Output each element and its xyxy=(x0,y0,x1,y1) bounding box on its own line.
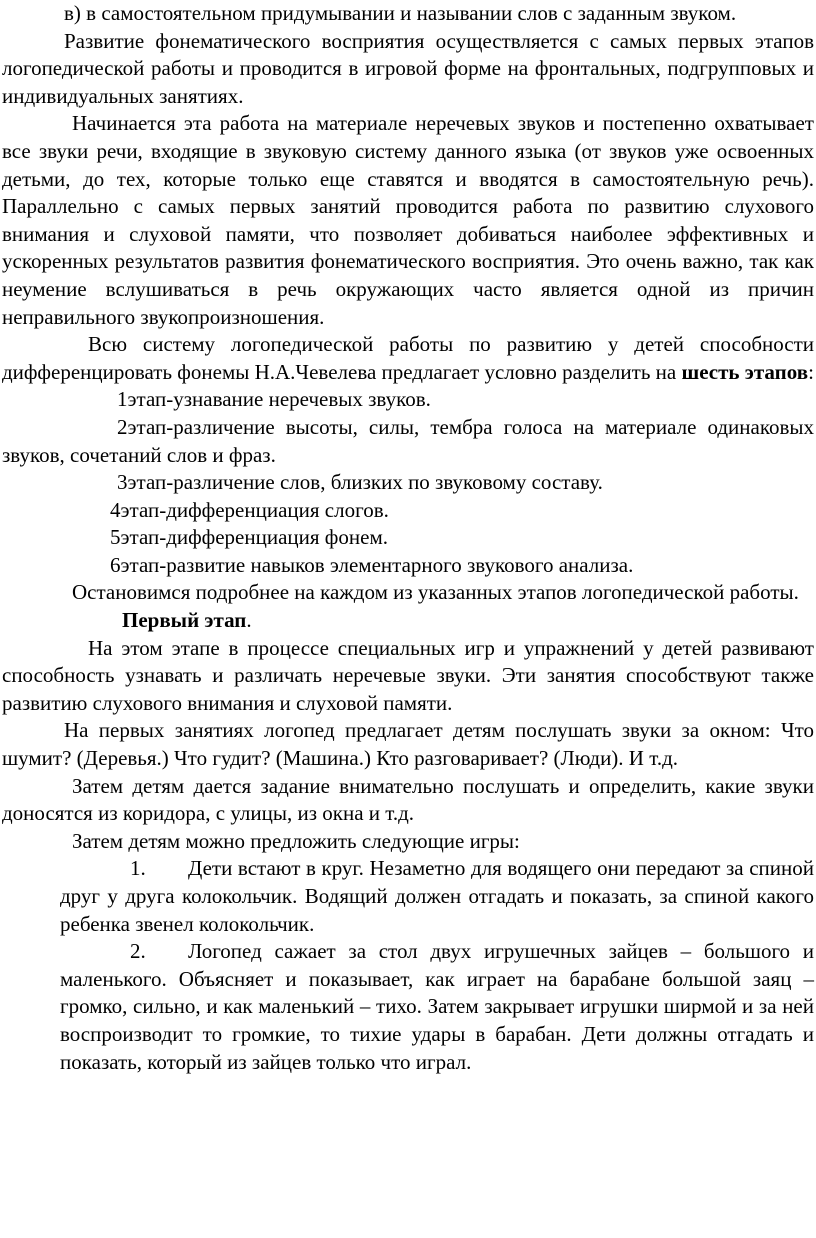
game-item-number: 1. xyxy=(130,856,146,881)
stage-item-4: 4этап-дифференциация слогов. xyxy=(110,497,389,522)
paragraph-system-text: Всю систему логопедической работы по развитию у детей способности дифференцировать фонемы Н.А.Чевелева предлагает условно разделить на xyxy=(2,332,814,384)
game-item-text: Логопед сажает за стол двух игрушечных зайцев – большого и маленького. Объясняет и показывает, как играет на барабане большой заяц – громко, сильно, и как маленький – тихо. Затем закрывает игрушки ширмой и за ней воспроизводит то громкие, то тихие удары в барабан. Дети должны отгадать и показать, который из зайцев только что играл. xyxy=(60,939,814,1074)
paragraph-first-stage-3: Затем детям дается задание внимательно послушать и определить, какие звуки доносятся из коридора, с улицы, из окна и т.д. xyxy=(2,773,814,826)
paragraph-system xyxy=(2,331,814,386)
paragraph-first-stage-4: Затем детям можно предложить следующие игры: xyxy=(72,828,520,853)
stage-item-6: 6этап-развитие навыков элементарного звукового анализа. xyxy=(110,552,634,577)
game-item-number: 2. xyxy=(130,939,146,964)
six-stages-emphasis: шесть этапов xyxy=(681,359,809,384)
stage-item-2: 2этап-различение высоты, силы, тембра голоса на материале одинаковых звуков, сочетаний слов и фраз. xyxy=(2,414,814,467)
game-item-2 xyxy=(2,938,814,1076)
paragraph-first-stage-2: На первых занятиях логопед предлагает детям послушать звуки за окном: Что шумит? (Деревья.) Что гудит? (Машина.) Кто разговаривает? (Люди). И т.д. xyxy=(2,718,814,771)
first-stage-heading-dot: . xyxy=(246,608,252,633)
stage-item-3: 3этап-различение слов, близких по звуковому составу. xyxy=(117,470,603,495)
first-stage-heading xyxy=(2,607,814,635)
paragraph-development: Развитие фонематического восприятия осуществляется с самых первых этапов логопедической работы и проводится в игровой форме на фронтальных, подгрупповых и индивидуальных занятиях. xyxy=(2,28,814,108)
stage-item-1: 1этап-узнавание неречевых звуков. xyxy=(117,387,431,412)
paragraph-first-stage-1: На этом этапе в процессе специальных игр и упражнений у детей развивают способность узнавать и различать неречевые звуки. Эти занятия способствуют также развитию слухового внимания и слуховой памяти. xyxy=(2,635,814,715)
paragraph-stop: Остановимся подробнее на каждом из указанных этапов логопедической работы. xyxy=(72,580,799,605)
first-stage-heading-text: Первый этап xyxy=(122,608,247,633)
stage-item-5: 5этап-дифференциация фонем. xyxy=(110,525,389,550)
paragraph-system-colon: : xyxy=(808,359,814,384)
game-item-1 xyxy=(2,855,814,938)
paragraph-work-start: Начинается эта работа на материале неречевых звуков и постепенно охватывает все звуки речи, входящие в звуковую систему данного языка (от звуков уже освоенных детьми, до тех, которые только еще ставятся и вводятся в самостоятельную речь). Параллельно с самых первых занятий проводится работа по развитию слухового внимания и слуховой памяти, что позволяет добиваться наиболее эффективных и ускоренных результатов развития фонематического восприятия. Это очень важно, так как неумение вслушиваться в речь окружающих часто является одной из причин неправильного звукопроизношения. xyxy=(2,111,814,329)
game-item-text: Дети встают в круг. Незаметно для водящего они передают за спиной друг у друга колокольчик. Водящий должен отгадать и показать, за спиной какого ребенка звенел колокольчик. xyxy=(60,856,814,936)
paragraph-intro-c: в) в самостоятельном придумывании и назывании слов с заданным звуком. xyxy=(64,1,737,25)
